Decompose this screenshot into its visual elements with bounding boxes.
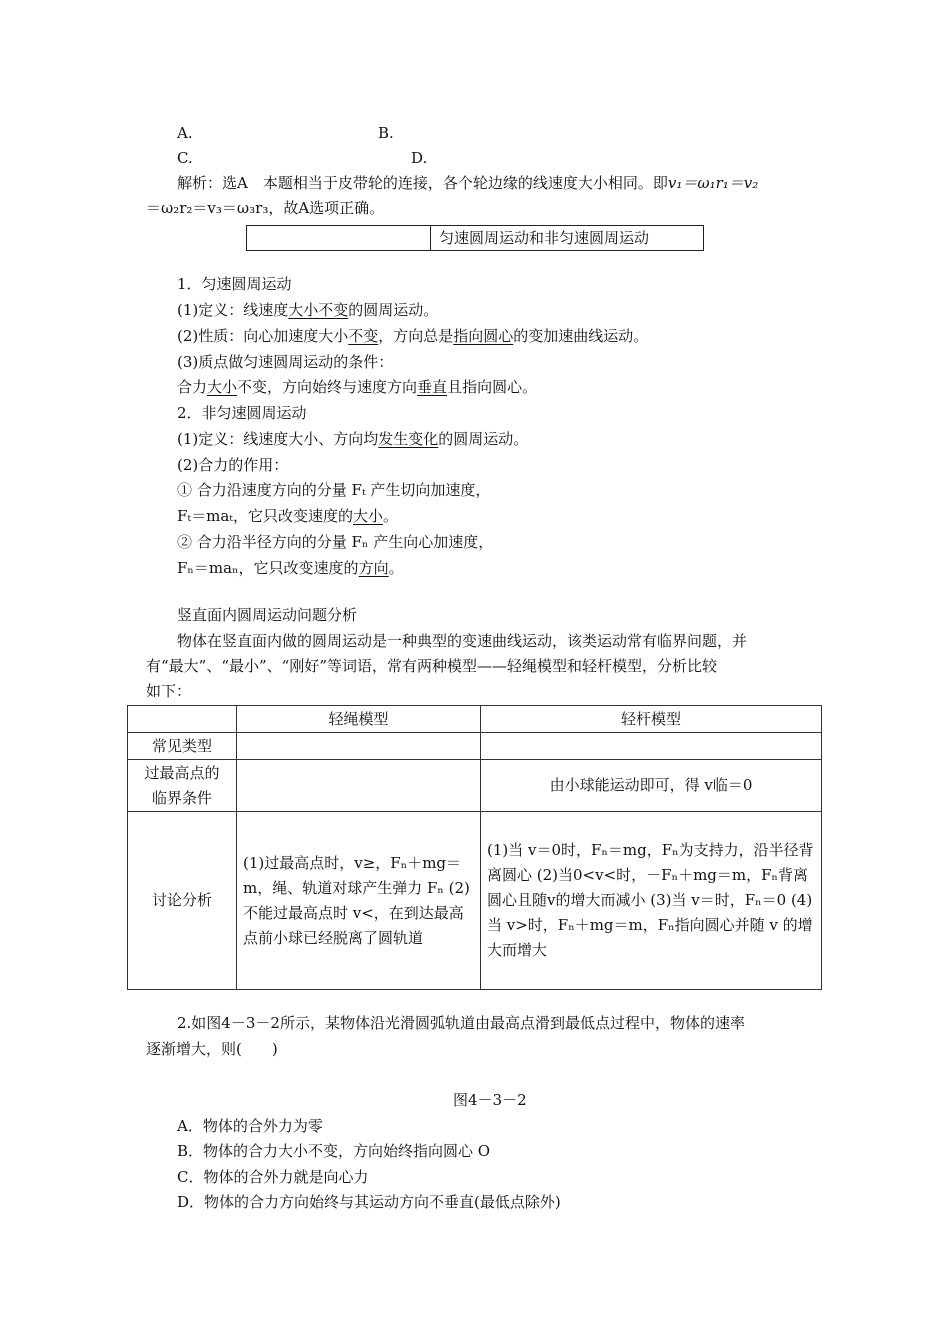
question2-option-c: C．物体的合外力就是向心力 (177, 1168, 369, 1186)
property-text-mid: ，方向总是 (378, 327, 454, 345)
analysis-paragraph-line2: 有“最大”、“最小”、“刚好”等词语，常有两种模型——轻绳模型和轻杆模型，分析比较 (146, 657, 718, 675)
section-title: 匀速圆周运动和非匀速圆周运动 (439, 229, 650, 247)
table-row-discussion (128, 812, 822, 990)
section-title-box (246, 225, 704, 251)
tangential-blank: 大小 (352, 507, 383, 525)
question2-option-a: A．物体的合外力为零 (177, 1117, 323, 1135)
option-d: D. (411, 149, 428, 167)
rope-discussion-cell: (1)过最高点时，v≥，Fₙ＋mg＝m，绳、轨道对球产生弹力 Fₙ (2)不能过最高点时 v<，在到达最高点前小球已经脱离了圆轨道 (237, 812, 481, 990)
condition-blank-2: 垂直 (417, 378, 448, 396)
property-blank-1: 不变 (348, 327, 379, 345)
heading-uniform-circular: 1．匀速圆周运动 (177, 275, 292, 293)
tangential-end: 。 (383, 507, 399, 525)
condition-pre: 合力 (177, 378, 208, 396)
critical-label-line2: 临界条件 (151, 788, 212, 807)
rod-discussion-cell: (1)当 v＝0时，Fₙ＝mg，Fₙ为支持力，沿半径背离圆心 (2)当0<v<时，－Fₙ＋mg＝m，Fₙ背离圆心且随v的增大而减小 (3)当 v＝时，Fₙ＝0 (4)当 v>时，Fₙ＋mg＝m，Fₙ指向圆心并随 v 的增大而增大 (481, 812, 822, 990)
analysis-paragraph-line3: 如下： (146, 682, 192, 700)
property-text: (2)性质：向心加速度大小 (177, 327, 349, 345)
heading-nonuniform-circular: 2．非匀速圆周运动 (177, 404, 307, 422)
definition-text-end: 的圆周运动。 (348, 301, 439, 319)
rope-critical-cell (237, 760, 481, 812)
rope-types-cell (237, 733, 481, 760)
force-role-title: (2)合力的作用： (177, 456, 289, 474)
definition-uniform (177, 300, 438, 320)
centripetal-blank: 方向 (358, 559, 389, 577)
analysis-paragraph-line1: 物体在竖直面内做的圆周运动是一种典型的变速曲线运动，该类运动常有临界问题，并 (177, 632, 748, 650)
rod-types-cell (481, 733, 822, 760)
condition-blank-1: 大小 (207, 378, 238, 396)
option-b: B. (378, 124, 394, 142)
question2-option-d: D．物体的合力方向始终与其运动方向不垂直(最低点除外) (177, 1193, 561, 1211)
condition-mid: 不变，方向始终与速度方向 (237, 378, 418, 396)
centripetal-formula: Fₙ＝maₙ，它只改变速度的 (177, 559, 359, 577)
definition-blank: 大小不变 (288, 301, 349, 319)
definition2-text: (1)定义：线速度大小、方向均 (177, 430, 379, 448)
tangential-formula: Fₜ＝maₜ，它只改变速度的 (177, 507, 353, 525)
table-row-types (128, 733, 822, 760)
rod-critical-cell: 由小球能运动即可，得 v临＝0 (481, 760, 822, 812)
tangential-formula-line (177, 506, 398, 526)
figure-caption: 图4－3－2 (453, 1091, 527, 1109)
analysis-title: 竖直面内圆周运动问题分析 (177, 606, 358, 624)
table-corner-cell (128, 706, 237, 733)
definition2-blank: 发生变化 (378, 430, 439, 448)
definition-nonuniform (177, 429, 528, 449)
critical-label-line1: 过最高点的 (144, 763, 220, 782)
header-rod-model: 轻杆模型 (481, 706, 822, 733)
section-title-blank-cell (247, 226, 431, 250)
model-comparison-table (127, 705, 822, 990)
centripetal-force-line: ② 合力沿半径方向的分量 Fₙ 产生向心加速度， (177, 533, 494, 551)
centripetal-formula-line (177, 558, 404, 578)
definition-text: (1)定义：线速度 (177, 301, 289, 319)
option-a: A. (177, 124, 193, 142)
row-label-common-types: 常见类型 (128, 733, 237, 760)
explanation-formula: v₁＝ω₁r₁＝v₂ (667, 174, 759, 192)
option-c: C. (177, 149, 193, 167)
header-rope-model: 轻绳模型 (237, 706, 481, 733)
row-label-discussion: 讨论分析 (128, 812, 237, 990)
question2-stem-line2: 逐渐增大，则( ) (146, 1040, 278, 1058)
condition-text (177, 377, 537, 397)
definition2-end: 的圆周运动。 (438, 430, 529, 448)
table-row-critical (128, 760, 822, 812)
condition-title: (3)质点做匀速圆周运动的条件： (177, 353, 394, 371)
explanation-line2: ＝ω₂r₂＝v₃＝ω₃r₃，故A选项正确。 (146, 199, 385, 217)
question2-option-b: B．物体的合力大小不变，方向始终指向圆心 O (177, 1142, 491, 1160)
property-uniform (177, 326, 648, 346)
property-blank-2: 指向圆心 (453, 327, 514, 345)
row-label-critical-condition (128, 760, 237, 812)
condition-end: 且指向圆心。 (447, 378, 538, 396)
table-header-row (128, 706, 822, 733)
explanation-text: 解析：选A 本题相当于皮带轮的连接，各个轮边缘的线速度大小相同。即 (177, 174, 668, 192)
explanation-line1 (177, 173, 758, 193)
centripetal-end: 。 (388, 559, 404, 577)
question2-stem-line1: 2.如图4－3－2所示，某物体沿光滑圆弧轨道由最高点滑到最低点过程中，物体的速率 (177, 1014, 745, 1032)
tangential-force-line: ① 合力沿速度方向的分量 Fₜ 产生切向加速度， (177, 481, 491, 499)
property-text-end: 的变加速曲线运动。 (513, 327, 649, 345)
